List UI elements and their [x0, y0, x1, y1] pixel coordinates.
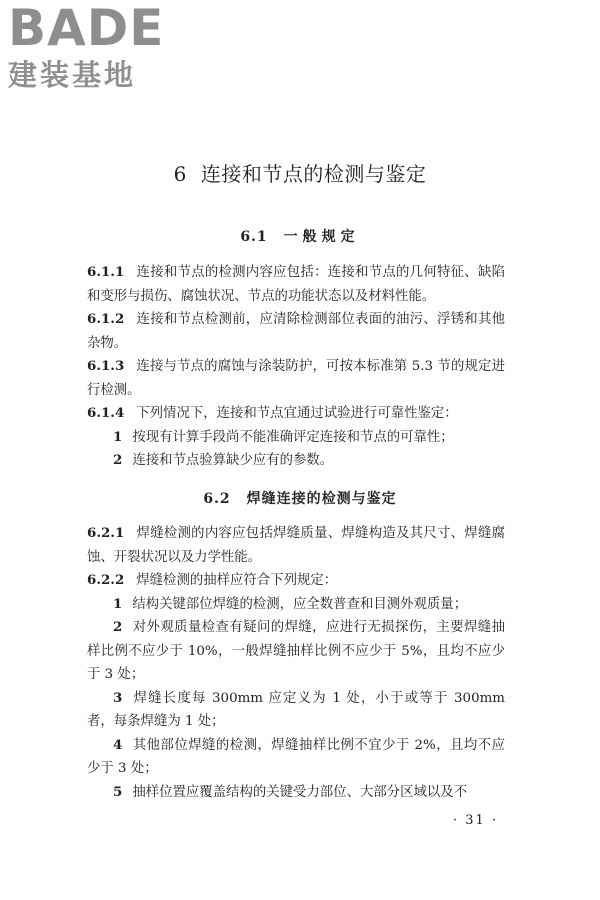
list-item [87, 734, 505, 781]
clause-6-1-1 [87, 261, 505, 308]
section-title-text: 一般规定 [283, 229, 360, 245]
section-title-6-1 [0, 226, 600, 246]
item-number: 1 [113, 428, 123, 445]
clause-6-2-2 [87, 569, 505, 593]
clause-6-1-3 [87, 355, 505, 402]
list-item [87, 616, 505, 687]
list-item [87, 449, 505, 473]
item-number: 2 [113, 619, 123, 635]
clause-text: 下列情况下，连接和节点宜通过试验进行可靠性鉴定： [136, 406, 458, 421]
clause-number: 6.1.4 [87, 405, 125, 421]
logo [8, 2, 178, 92]
clause-text: 焊缝检测的内容应包括焊缝质量、焊缝构造及其尺寸、焊缝腐蚀、开裂状况以及力学性能。 [87, 526, 505, 565]
item-number: 2 [113, 452, 123, 468]
page-number: · 31 · [453, 813, 499, 828]
chapter-title-text: 连接和节点的检测与鉴定 [200, 162, 427, 186]
clause-number: 6.1.3 [87, 358, 125, 374]
item-text: 焊缝长度每 300mm 应定义为 1 处，小于或等于 300mm 者，每条焊缝为 1 处； [87, 690, 505, 729]
list-item [87, 426, 505, 450]
item-text: 按现有计算手段尚不能准确评定连接和节点的可靠性； [132, 429, 454, 445]
clause-6-1-2 [87, 308, 505, 355]
clause-number: 6.2.1 [87, 525, 125, 541]
section-number: 6.1 [240, 229, 268, 245]
chapter-number: 6 [173, 162, 187, 186]
item-text: 结构关键部位焊缝的检测，应全数普查和目测外观质量； [132, 596, 468, 612]
list-item [87, 687, 505, 734]
item-number: 1 [113, 595, 123, 612]
clause-number: 6.2.2 [87, 572, 125, 588]
clause-6-2-1 [87, 522, 505, 569]
clause-text: 连接与节点的腐蚀与涂装防护，可按本标准第 5.3 节的规定进行检测。 [87, 359, 505, 398]
section-title-text: 焊缝连接的检测与鉴定 [246, 491, 397, 507]
list-item [87, 593, 505, 617]
chapter-title [0, 158, 600, 187]
item-number: 4 [113, 736, 123, 753]
clause-6-1-4 [87, 402, 505, 426]
clause-number: 6.1.1 [87, 264, 125, 280]
section-title-6-2 [0, 488, 600, 508]
clause-text: 连接和节点检测前，应清除检测部位表面的油污、浮锈和其他杂物。 [87, 312, 505, 351]
section-number: 6.2 [203, 491, 231, 507]
item-text: 连接和节点验算缺少应有的参数。 [132, 453, 334, 468]
clause-number: 6.1.2 [87, 311, 125, 327]
clause-text: 连接和节点的检测内容应包括：连接和节点的几何特征、缺陷和变形与损伤、腐蚀状况、节点的功能状态以及材料性能。 [87, 265, 505, 304]
item-text: 抽样位置应覆盖结构的关键受力部位、大部分区域以及不 [132, 784, 468, 800]
section-6-1-body [87, 261, 505, 473]
list-item [87, 781, 505, 805]
item-text: 其他部位焊缝的检测，焊缝抽样比例不宜少于 2%，且均不应少于 3 处； [87, 737, 505, 776]
clause-text: 焊缝检测的抽样应符合下列规定： [136, 573, 338, 588]
section-6-2-body [87, 522, 505, 804]
logo-wordmark: BADE [8, 0, 165, 57]
item-number: 3 [113, 689, 123, 706]
item-number: 5 [113, 783, 123, 800]
logo-subtitle: 建装基地 [8, 58, 137, 92]
item-text: 对外观质量检查有疑问的焊缝，应进行无损探伤，主要焊缝抽样比例不应少于 10%，一般焊缝抽样比例不应少于 5%，且均不应少于 3 处； [87, 620, 505, 682]
